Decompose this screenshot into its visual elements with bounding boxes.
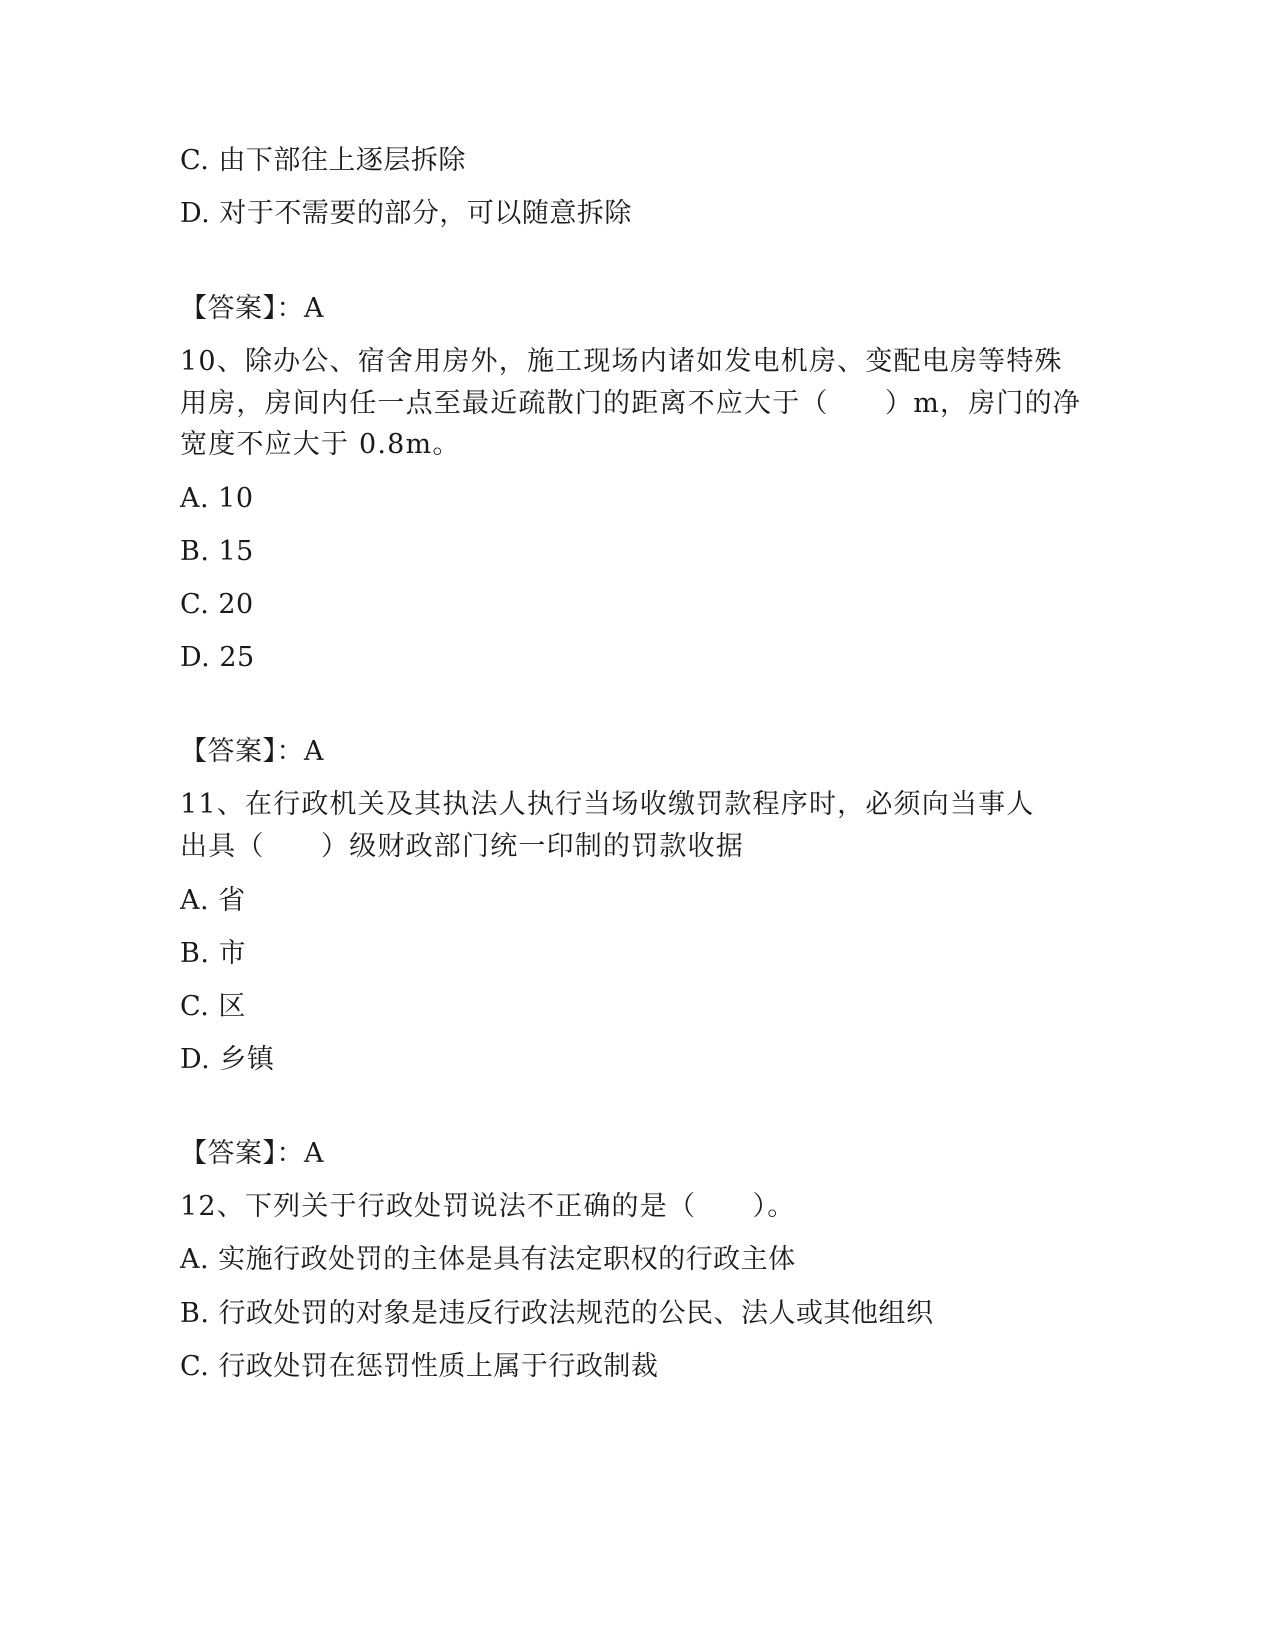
question-10-option-b: B. 15: [180, 536, 254, 567]
question-10-option-c: C. 20: [180, 589, 254, 620]
question-10-answer: 【答案】：A: [180, 736, 324, 767]
question-11-answer: 【答案】：A: [180, 1138, 324, 1169]
question-11-option-d: D. 乡镇: [180, 1044, 275, 1075]
question-11-stem-line-1: 11、在行政机关及其执法人执行当场收缴罚款程序时，必须向当事人: [180, 789, 1035, 820]
question-11-option-c: C. 区: [180, 991, 246, 1022]
question-12-stem: 12、下列关于行政处罚说法不正确的是（ ）。: [180, 1191, 796, 1222]
question-12-option-b: B. 行政处罚的对象是违反行政法规范的公民、法人或其他组织: [180, 1298, 934, 1329]
question-10-option-a: A. 10: [180, 483, 254, 514]
question-12-option-a: A. 实施行政处罚的主体是具有法定职权的行政主体: [180, 1244, 796, 1275]
question-11-stem-line-2: 出具（ ）级财政部门统一印制的罚款收据: [180, 831, 744, 862]
option-d: D. 对于不需要的部分，可以随意拆除: [180, 198, 632, 229]
question-11-option-a: A. 省: [180, 885, 246, 916]
question-10-stem-line-3: 宽度不应大于 0.8m。: [180, 429, 461, 460]
question-10-option-d: D. 25: [180, 642, 255, 673]
question-11-option-b: B. 市: [180, 938, 247, 969]
question-12-option-c: C. 行政处罚在惩罚性质上属于行政制裁: [180, 1351, 659, 1382]
question-10-stem-line-2: 用房，房间内任一点至最近疏散门的距离不应大于（ ）m，房门的净: [180, 388, 1082, 419]
question-10-stem-line-1: 10、除办公、宿舍用房外，施工现场内诸如发电机房、变配电房等特殊: [180, 346, 1063, 377]
option-c: C. 由下部往上逐层拆除: [180, 145, 466, 176]
answer-line: 【答案】：A: [180, 293, 324, 324]
